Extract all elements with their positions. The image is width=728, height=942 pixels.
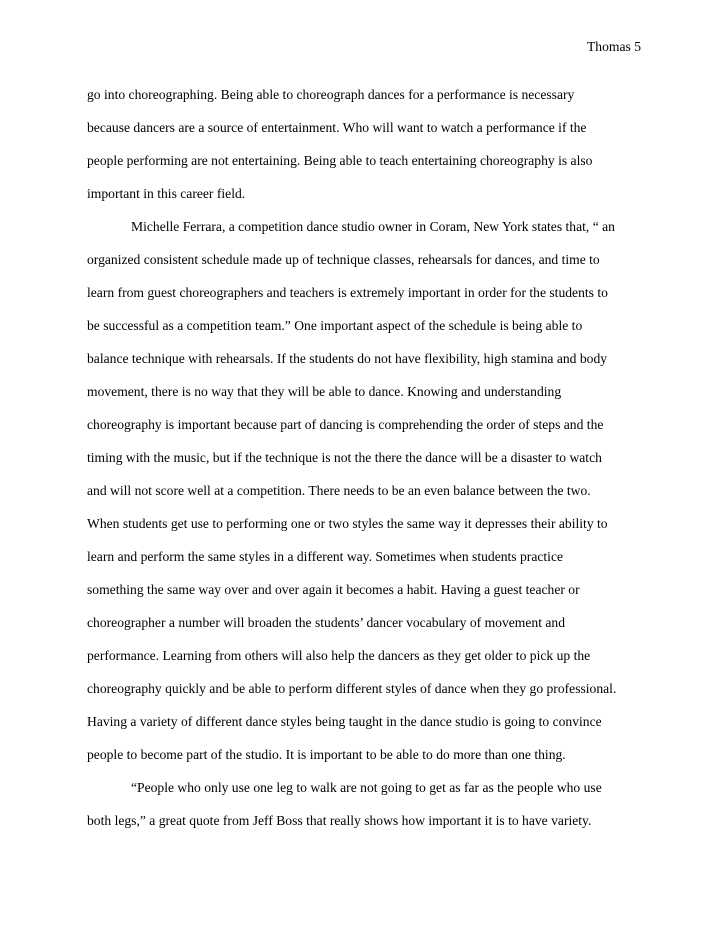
text-line-13: and will not score well at a competition. There needs to be an even balance between the two.: [87, 483, 591, 498]
text-line-12: timing with the music, but if the technique is not the there the dance will be a disaster to watch: [87, 450, 602, 465]
text-line-18: performance. Learning from others will also help the dancers as they get older to pick up the: [87, 648, 591, 663]
text-line-16: something the same way over and over again it becomes a habit. Having a guest teacher or: [87, 582, 580, 597]
text-line-17: choreographer a number will broaden the students’ dancer vocabulary of movement and: [87, 615, 565, 630]
text-line-21: people to become part of the studio. It is important to be able to do more than one thing.: [87, 747, 566, 762]
text-line-3: people performing are not entertaining. Being able to teach entertaining choreography is also: [87, 153, 593, 168]
text-line-5: Michelle Ferrara, a competition dance studio owner in Coram, New York states that, “ an: [131, 219, 615, 234]
text-line-10: movement, there is no way that they will be able to dance. Knowing and understanding: [87, 384, 562, 399]
text-line-20: Having a variety of different dance styles being taught in the dance studio is going to convince: [87, 714, 602, 729]
text-line-23: both legs,” a great quote from Jeff Boss that really shows how important it is to have variety.: [87, 813, 592, 828]
text-line-14: When students get use to performing one or two styles the same way it depresses their ability to: [87, 516, 608, 531]
text-line-6: organized consistent schedule made up of technique classes, rehearsals for dances, and time to: [87, 252, 600, 267]
text-line-22: “People who only use one leg to walk are not going to get as far as the people who use: [131, 780, 602, 795]
text-line-11: choreography is important because part of dancing is comprehending the order of steps and the: [87, 417, 604, 432]
text-line-9: balance technique with rehearsals. If the students do not have flexibility, high stamina and body: [87, 351, 608, 366]
text-line-15: learn and perform the same styles in a different way. Sometimes when students practice: [87, 549, 564, 564]
text-line-7: learn from guest choreographers and teachers is extremely important in order for the students to: [87, 285, 608, 300]
running-head: Thomas 5: [587, 39, 641, 54]
text-line-2: because dancers are a source of entertainment. Who will want to watch a performance if the: [87, 120, 587, 135]
text-line-8: be successful as a competition team.” One important aspect of the schedule is being able to: [87, 318, 583, 333]
text-line-4: important in this career field.: [87, 186, 246, 201]
text-line-19: choreography quickly and be able to perform different styles of dance when they go professional.: [87, 681, 617, 696]
text-line-1: go into choreographing. Being able to choreograph dances for a performance is necessary: [87, 87, 575, 102]
